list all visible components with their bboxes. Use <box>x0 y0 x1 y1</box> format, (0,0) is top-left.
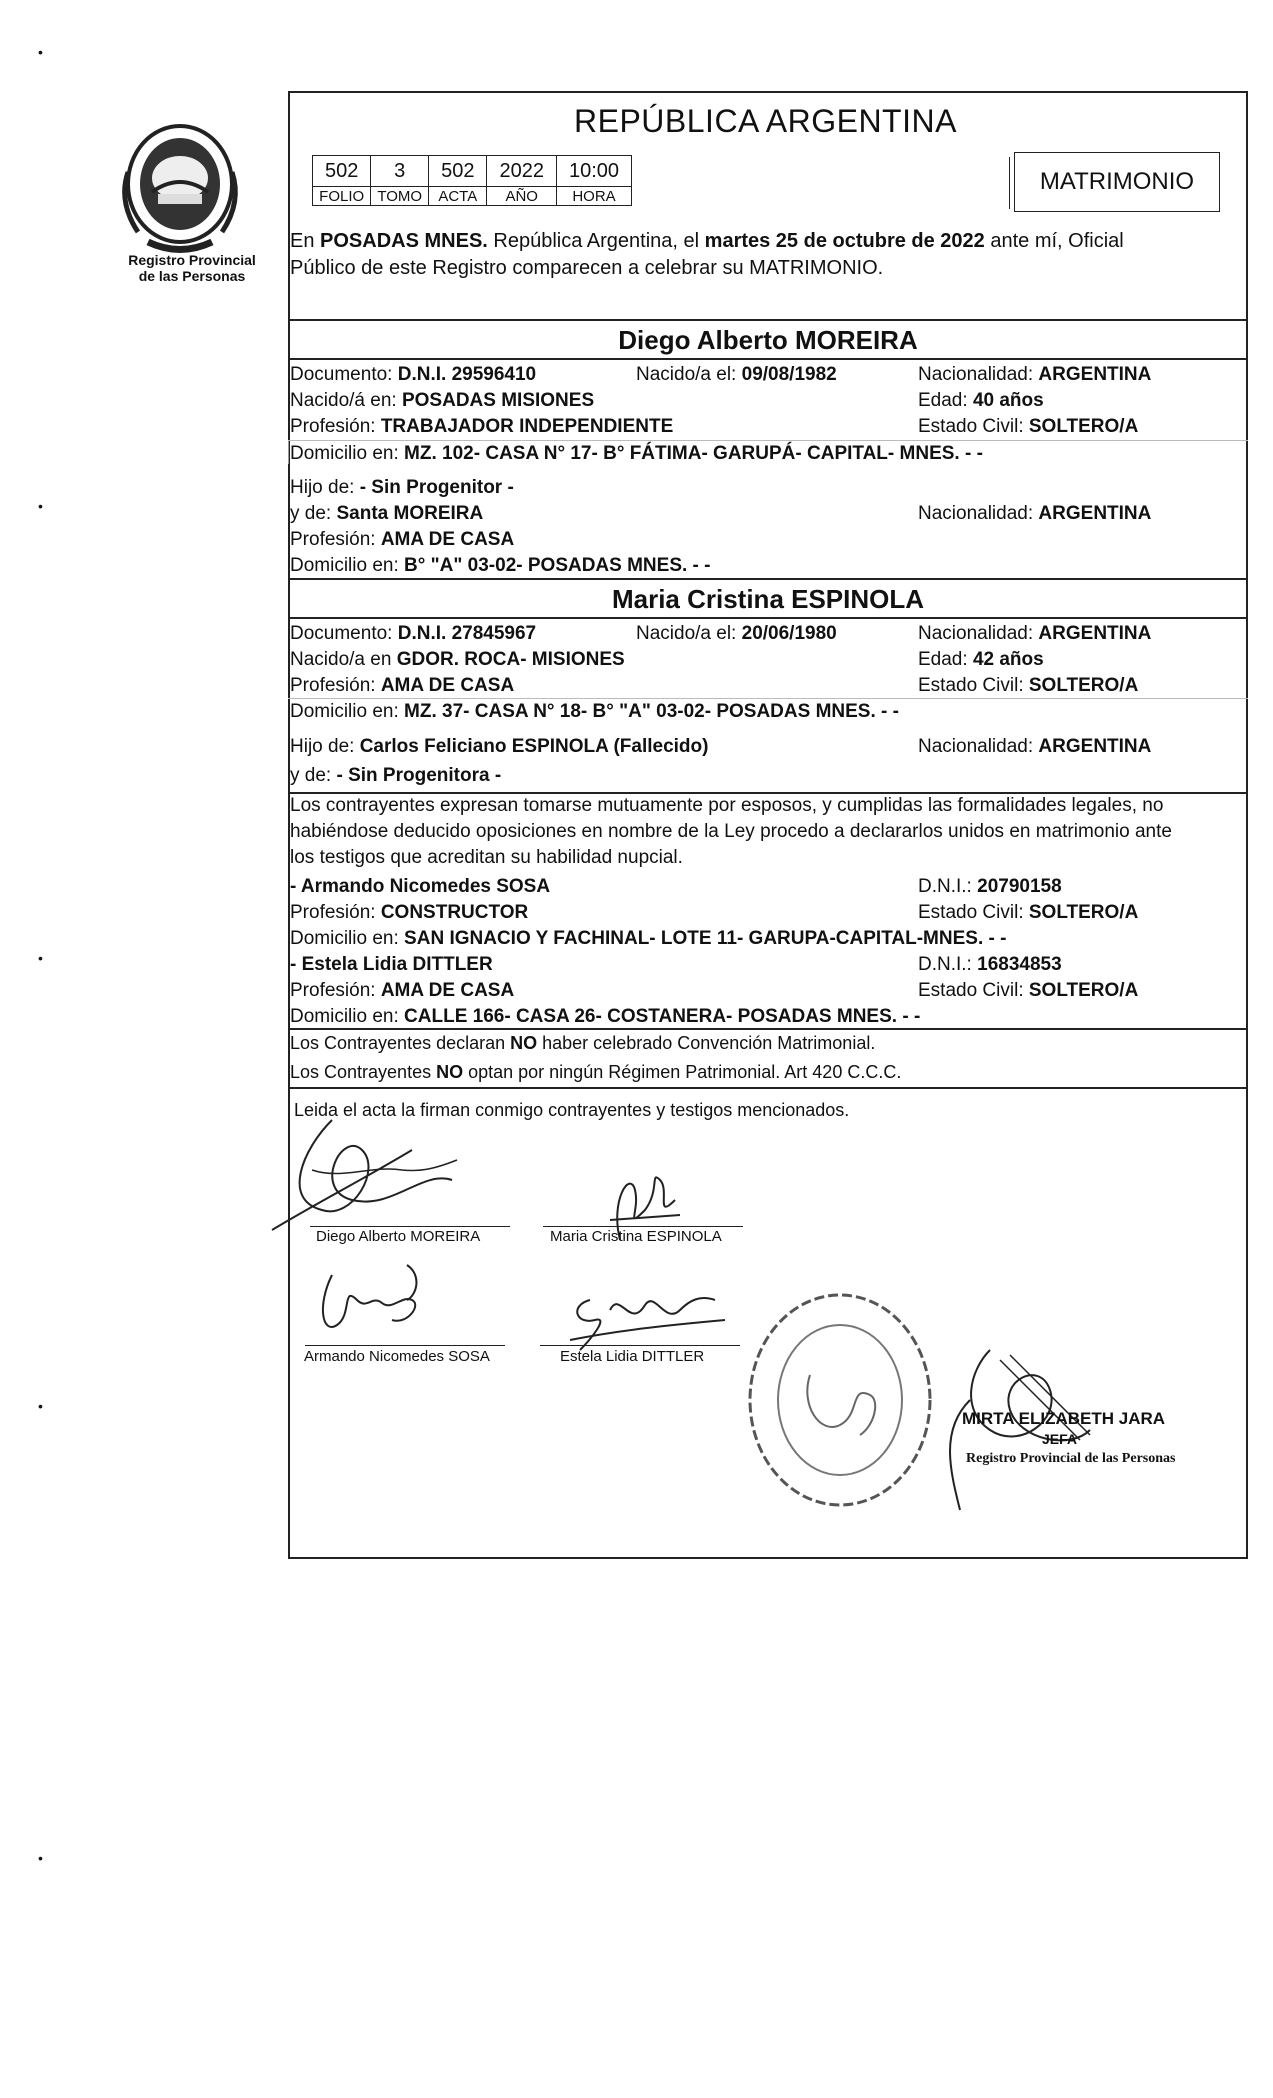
c1-estado <box>918 415 1138 439</box>
signature-line <box>310 1226 510 1227</box>
c1-y-de <box>290 502 483 526</box>
divider <box>288 319 1248 321</box>
nota-regimen <box>290 1060 901 1084</box>
label: Profesión: <box>290 529 381 550</box>
c1-nacido-en <box>290 389 594 413</box>
page-title: REPÚBLICA ARGENTINA <box>574 103 957 139</box>
c2-nacido-en <box>290 648 625 672</box>
label: Domicilio en: <box>290 443 405 464</box>
official-seal-stamp <box>740 1285 940 1515</box>
testigo2-estado <box>918 979 1138 1003</box>
anio-value: 2022 <box>487 156 557 187</box>
label: Hijo de: <box>290 477 360 498</box>
intro-line2: Público de este Registro comparecen a celebrar su MATRIMONIO. <box>290 257 884 279</box>
folio-label: FOLIO <box>313 187 371 206</box>
label: Profesión: <box>290 902 381 923</box>
signature-armando <box>312 1255 442 1345</box>
divider <box>288 578 1248 580</box>
c1-documento <box>290 363 536 387</box>
logo-caption <box>92 252 292 284</box>
value: Carlos Feliciano ESPINOLA (Fallecido) <box>359 736 709 757</box>
value: AMA DE CASA <box>380 675 515 696</box>
label: Estado Civil: <box>918 675 1029 696</box>
margin-mark: • <box>38 498 43 514</box>
label: Documento: <box>290 623 398 644</box>
label: y de: <box>290 765 337 786</box>
value: ARGENTINA <box>1038 503 1152 524</box>
label: Documento: <box>290 364 398 385</box>
registro-table <box>312 155 632 206</box>
value: 20/06/1980 <box>741 623 837 644</box>
c1-edad <box>918 389 1044 413</box>
label: Edad: <box>918 390 973 411</box>
label: Edad: <box>918 649 973 670</box>
text: NO <box>436 1062 464 1082</box>
intro-date: martes 25 de octubre de 2022 <box>704 230 985 252</box>
signature-line <box>543 1226 743 1227</box>
divider <box>288 617 1248 619</box>
c2-nacionalidad <box>918 622 1151 646</box>
value: B° "A" 03-02- POSADAS MNES. - - <box>404 555 711 576</box>
value: D.N.I. 29596410 <box>397 364 537 385</box>
testigo2-domicilio <box>290 1005 920 1029</box>
label: Estado Civil: <box>918 980 1029 1001</box>
label: Profesión: <box>290 416 381 437</box>
anio-label: AÑO <box>487 187 557 206</box>
intro-text: República Argentina, el <box>487 230 705 252</box>
testigo1-domicilio <box>290 927 1006 951</box>
value: SOLTERO/A <box>1028 902 1139 923</box>
label: Nacido/a el: <box>636 623 742 644</box>
signature-line <box>305 1345 505 1346</box>
value: CALLE 166- CASA 26- COSTANERA- POSADAS MNES. - - <box>404 1006 921 1027</box>
tipo-acta-label: MATRIMONIO <box>1039 168 1195 195</box>
rule <box>288 698 1248 699</box>
text: optan por ningún Régimen Patrimonial. Art 420 C.C.C. <box>463 1062 902 1082</box>
c1-hijo-de <box>290 476 514 500</box>
c1-madre-domicilio <box>290 554 711 578</box>
value: 09/08/1982 <box>741 364 837 385</box>
oficial-cargo: JEFA <box>1042 1431 1078 1447</box>
tipo-acta-box <box>1014 152 1220 212</box>
label: Nacionalidad: <box>918 503 1039 524</box>
label: Nacionalidad: <box>918 736 1039 757</box>
c2-padre-nacionalidad <box>918 735 1151 759</box>
label: Profesión: <box>290 980 381 1001</box>
text: NO <box>510 1033 538 1053</box>
testigo1-estado <box>918 901 1138 925</box>
value: GDOR. ROCA- MISIONES <box>396 649 625 670</box>
value: 20790158 <box>977 876 1062 897</box>
margin-mark: • <box>38 950 43 966</box>
testigo1-nombre: - Armando Nicomedes SOSA <box>290 876 551 897</box>
signature-estela <box>550 1270 730 1360</box>
label: Domicilio en: <box>290 928 405 949</box>
hora-label: HORA <box>556 187 631 206</box>
value: AMA DE CASA <box>380 529 515 550</box>
tomo-label: TOMO <box>371 187 429 206</box>
divider <box>288 358 1248 360</box>
value: TRABAJADOR INDEPENDIENTE <box>380 416 674 437</box>
tomo-value: 3 <box>371 156 429 187</box>
intro-line1 <box>290 229 1124 253</box>
value: 40 años <box>972 390 1044 411</box>
testigo2-dni <box>918 953 1062 977</box>
margin-mark: • <box>38 44 43 60</box>
c2-hijo-de <box>290 735 708 759</box>
value: - Sin Progenitora - <box>336 765 502 786</box>
contrayente2-name: Maria Cristina ESPINOLA <box>611 584 925 614</box>
firma-armando-label: Armando Nicomedes SOSA <box>304 1348 490 1365</box>
label: y de: <box>290 503 337 524</box>
hora-value: 10:00 <box>556 156 631 187</box>
margin-mark: • <box>38 1398 43 1414</box>
declaracion-line2: habiéndose deducido oposiciones en nombre de la Ley procedo a declararlos unidos en matrimonio ante <box>290 821 1172 842</box>
label: Nacido/a el: <box>636 364 742 385</box>
value: SOLTERO/A <box>1028 675 1139 696</box>
rule <box>288 440 1248 441</box>
text: Los Contrayentes <box>290 1062 437 1082</box>
c1-nacionalidad <box>918 363 1151 387</box>
declaracion-line1: Los contrayentes expresan tomarse mutuamente por esposos, y cumplidas las formalidades legales, no <box>290 795 1164 816</box>
value: D.N.I. 27845967 <box>397 623 537 644</box>
value: ARGENTINA <box>1038 736 1152 757</box>
label: Profesión: <box>290 675 381 696</box>
c2-edad <box>918 648 1044 672</box>
intro-text: En <box>290 230 321 252</box>
leida-texto: Leida el acta la firman conmigo contrayentes y testigos mencionados. <box>294 1100 850 1120</box>
c2-y-de <box>290 764 501 788</box>
value: Santa MOREIRA <box>336 503 484 524</box>
value: CONSTRUCTOR <box>380 902 529 923</box>
label: D.N.I.: <box>918 954 978 975</box>
intro-place: POSADAS MNES. <box>320 230 488 252</box>
testigo1-dni <box>918 875 1062 899</box>
c2-domicilio <box>290 700 899 724</box>
value: SOLTERO/A <box>1028 980 1139 1001</box>
testigo2-nombre: - Estela Lidia DITTLER <box>290 954 493 975</box>
acta-label: ACTA <box>429 187 487 206</box>
logo-caption-line1: Registro Provincial <box>128 252 256 268</box>
declaracion-line3: los testigos que acreditan su habilidad nupcial. <box>290 847 683 868</box>
text: Los Contrayentes declaran <box>290 1033 511 1053</box>
firma-estela-label: Estela Lidia DITTLER <box>560 1348 705 1365</box>
c1-madre-profesion <box>290 528 514 552</box>
value: AMA DE CASA <box>380 980 515 1001</box>
label: Hijo de: <box>290 736 360 757</box>
value: ARGENTINA <box>1038 364 1152 385</box>
signature-line <box>540 1345 740 1346</box>
nota-convencion <box>290 1031 875 1055</box>
label: Nacionalidad: <box>918 364 1039 385</box>
label: Estado Civil: <box>918 416 1029 437</box>
value: 42 años <box>972 649 1044 670</box>
label: Nacido/á en: <box>290 390 402 411</box>
label: D.N.I.: <box>918 876 978 897</box>
value: - Sin Progenitor - <box>359 477 514 498</box>
oficial-registro: Registro Provincial de las Personas <box>966 1451 1176 1466</box>
c1-profesion <box>290 415 673 439</box>
label: Nacido/a en <box>290 649 397 670</box>
value: ARGENTINA <box>1038 623 1152 644</box>
text: haber celebrado Convención Matrimonial. <box>537 1033 876 1053</box>
divider <box>288 1087 1248 1089</box>
c2-documento <box>290 622 536 646</box>
value: SOLTERO/A <box>1028 416 1139 437</box>
c1-madre-nacionalidad <box>918 502 1151 526</box>
testigo1-profesion <box>290 901 528 925</box>
value: 16834853 <box>977 954 1062 975</box>
margin-mark: • <box>38 1850 43 1866</box>
firma-diego-label: Diego Alberto MOREIRA <box>316 1228 481 1245</box>
firma-maria-label: Maria Cristina ESPINOLA <box>550 1228 722 1245</box>
label: Nacionalidad: <box>918 623 1039 644</box>
rule <box>288 440 289 464</box>
value: SAN IGNACIO Y FACHINAL- LOTE 11- GARUPA-CAPITAL-MNES. - - <box>404 928 1007 949</box>
label: Domicilio en: <box>290 701 405 722</box>
oficial-nombre: MIRTA ELIZABETH JARA <box>962 1409 1166 1428</box>
label: Domicilio en: <box>290 555 405 576</box>
acta-value: 502 <box>429 156 487 187</box>
testigo2-profesion <box>290 979 514 1003</box>
value: MZ. 37- CASA N° 18- B° "A" 03-02- POSADAS MNES. - - <box>404 701 899 722</box>
folio-value: 502 <box>313 156 371 187</box>
c2-nacido-el <box>636 622 837 646</box>
c2-estado <box>918 674 1138 698</box>
c1-domicilio <box>290 442 983 466</box>
c1-nacido-el <box>636 363 837 387</box>
c2-profesion <box>290 674 514 698</box>
value: MZ. 102- CASA N° 17- B° FÁTIMA- GARUPÁ- CAPITAL- MNES. - - <box>404 443 983 464</box>
intro-text: ante mí, Oficial <box>984 230 1124 252</box>
label: Estado Civil: <box>918 902 1029 923</box>
value: POSADAS MISIONES <box>401 390 595 411</box>
logo-caption-line2: de las Personas <box>138 268 246 284</box>
label: Domicilio en: <box>290 1006 405 1027</box>
contrayente1-name: Diego Alberto MOREIRA <box>618 325 918 355</box>
